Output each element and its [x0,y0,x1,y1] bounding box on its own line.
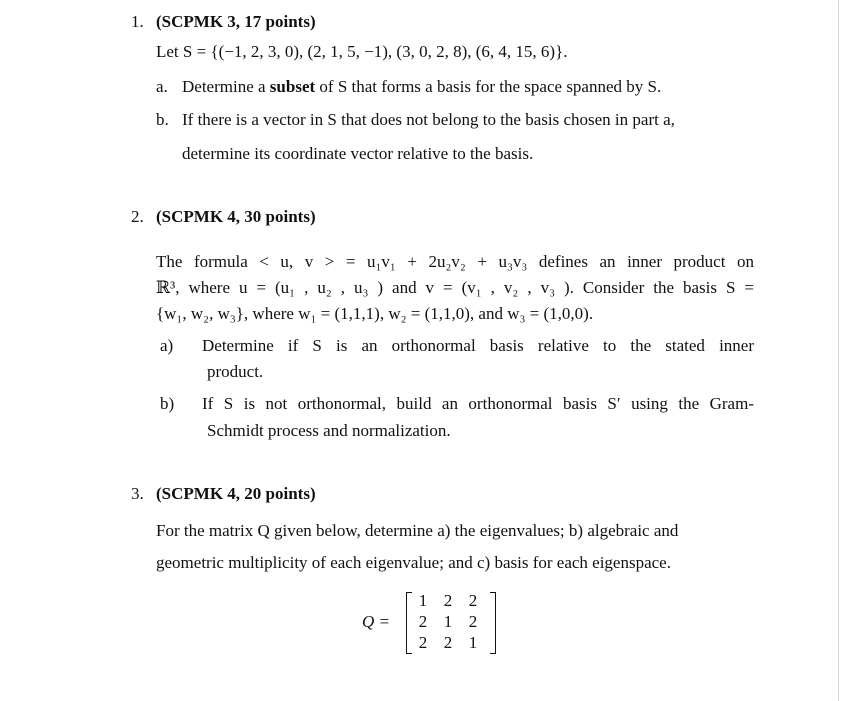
matrix-cell: 1 [418,591,428,610]
q3-line2: geometric multiplicity of each eigenvalue; and c) basis for each eigenspace. [156,553,671,572]
q2-para-line3: {w₁, w₂, w₃}, where w₁ = (1,1,1), w₂ = (1,1,0), and w₃ = (1,0,0). [156,304,594,323]
page-edge [838,0,839,701]
q1-set-prefix: Let S = [156,42,211,61]
matrix-cell: 2 [468,591,478,610]
q3-line1: For the matrix Q given below, determine a) the eigenvalues; b) algebraic and [156,521,679,540]
matrix-right-bracket [490,592,496,654]
matrix-left-bracket [406,592,412,654]
q2-number: 2. [131,207,144,226]
q2-para-line2: ℝ³, where u = (u₁ , u₂ , u₃ ) and v = (v₁ , v₂ , v₃ ). Consider the basis S = [156,278,754,297]
q1-b-line1: If there is a vector in S that does not belong to the basis chosen in part a, [182,110,675,129]
q1-a-pre: Determine a [182,77,270,96]
q1-a-text [182,77,661,97]
q1-heading: (SCPMK 3, 17 points) [156,12,316,31]
q1-a-post: of S that forms a basis for the space spanned by S. [315,77,662,96]
q1-set-line [156,42,568,62]
q1-a-bold: subset [269,77,316,96]
matrix-lhs: Q = [362,612,390,631]
q2-para-line1: The formula < u, v > = u₁v₁ + 2u₂v₂ + u₃v₃ defines an inner product on [156,252,754,271]
q1-b-label: b. [156,110,169,129]
q2-b-label: b) [160,394,175,413]
q1-b-line2: determine its coordinate vector relative to the basis. [182,144,534,163]
q1-a-label: a. [156,77,168,96]
q2-a-line1: Determine if S is an orthonormal basis relative to the stated inner [202,336,754,355]
q2-heading: (SCPMK 4, 30 points) [156,207,316,226]
q2-a-label: a) [160,336,174,355]
matrix-cell: 2 [418,612,428,631]
matrix-q [362,588,502,656]
q2-a-line2: product. [207,362,264,381]
matrix-cell: 2 [418,633,428,652]
matrix-cell: 2 [443,633,453,652]
q3-number: 3. [131,484,144,503]
q2-b-line1: If S is not orthonormal, build an orthonormal basis S′ using the Gram- [202,394,754,413]
q3-heading: (SCPMK 4, 20 points) [156,484,316,503]
matrix-cell: 2 [443,591,453,610]
q1-set-expr: {(−1, 2, 3, 0), (2, 1, 5, −1), (3, 0, 2, 8), (6, 4, 15, 6)}. [210,42,568,61]
q1-number: 1. [131,12,144,31]
matrix-cell: 1 [443,612,453,631]
matrix-cell: 1 [468,633,478,652]
q2-b-line2: Schmidt process and normalization. [207,421,451,440]
matrix-cell: 2 [468,612,478,631]
